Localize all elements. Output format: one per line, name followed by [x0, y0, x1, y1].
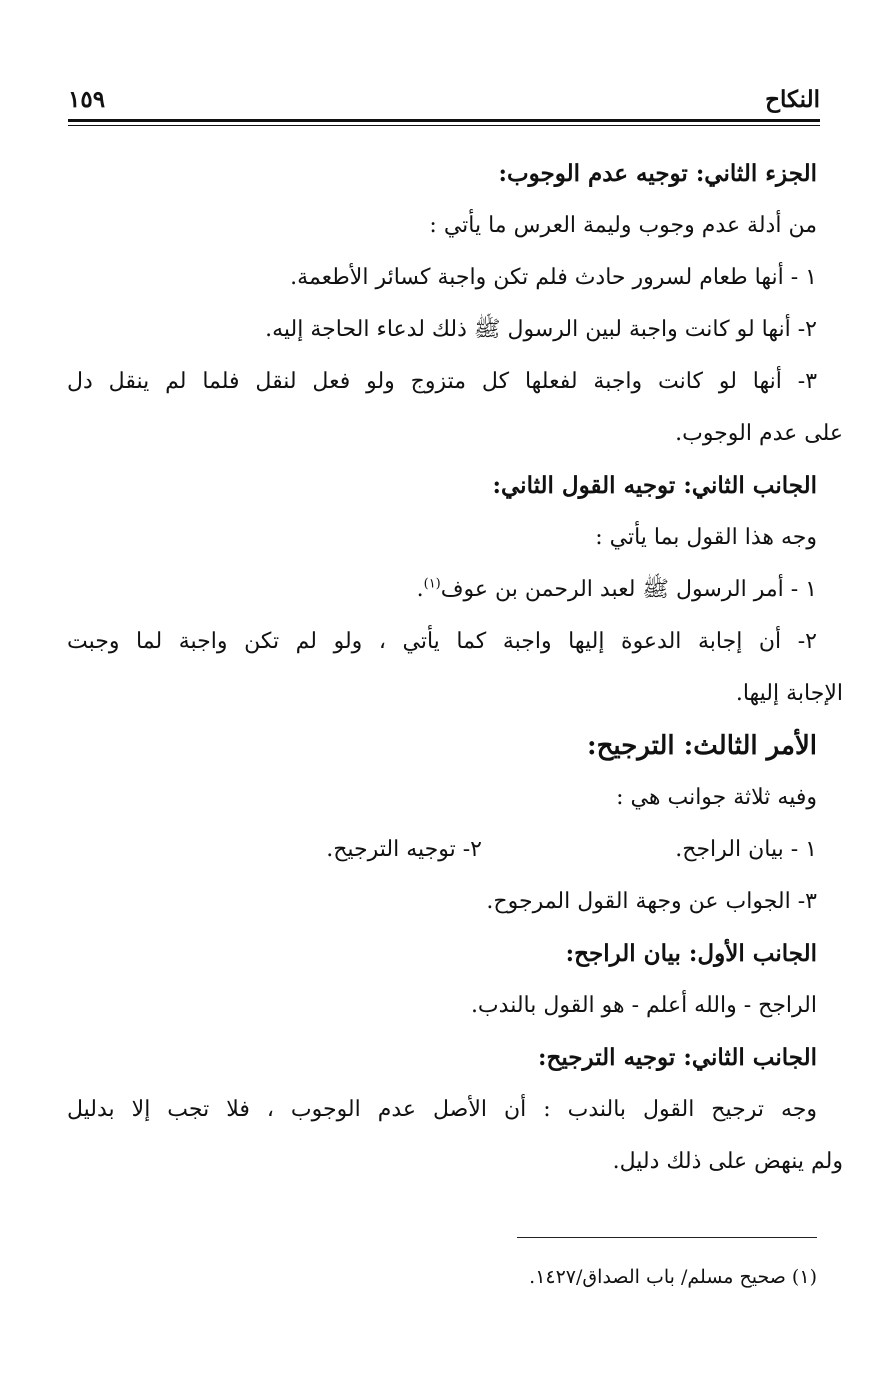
list-item: ٢- أنها لو كانت واجبة لبين الرسول ﷺ ذلك لدعاء الحاجة إليه.	[265, 317, 817, 342]
paragraph-line: وجه ترجيح القول بالندب : أن الأصل عدم الوجوب ، فلا تجب إلا بدليل	[67, 1097, 817, 1122]
paragraph-line: الإجابة إليها.	[735, 681, 843, 706]
list-item: ٢- توجيه الترجيح.	[326, 837, 482, 862]
section-heading: الجانب الثاني: توجيه القول الثاني:	[492, 472, 817, 499]
page-number: ١٥٩	[68, 86, 106, 113]
section-heading: الجانب الثاني: توجيه الترجيح:	[538, 1044, 817, 1071]
body-text	[67, 148, 843, 1188]
list-item-end: .	[416, 577, 424, 602]
section-heading: الجزء الثاني: توجيه عدم الوجوب:	[498, 160, 817, 187]
paragraph-line: وجه هذا القول بما يأتي :	[595, 525, 817, 550]
list-item: ٢- أن إجابة الدعوة إليها واجبة كما يأتي ، ولو لم تكن واجبة لما وجبت	[67, 629, 817, 654]
list-item: ١ - أنها طعام لسرور حادث فلم تكن واجبة كسائر الأطعمة.	[290, 265, 817, 290]
footnote: (١) صحيح مسلم/ باب الصداق/١٤٢٧.	[529, 1266, 817, 1288]
running-title: النكاح	[765, 86, 820, 113]
paragraph-line: الراجح - والله أعلم - هو القول بالندب.	[470, 993, 817, 1018]
header-rule-thick	[68, 119, 820, 122]
list-item: ٣- أنها لو كانت واجبة لفعلها كل متزوج ولو فعل لنقل فلما لم ينقل دل	[67, 369, 817, 394]
list-row	[67, 824, 817, 876]
paragraph-line: وفيه ثلاثة جوانب هي :	[616, 785, 817, 810]
page-header	[68, 84, 820, 120]
paragraph-line: على عدم الوجوب.	[675, 421, 843, 446]
list-item: ١ - بيان الراجح.	[675, 837, 817, 862]
list-item: ٣- الجواب عن وجهة القول المرجوح.	[486, 889, 817, 914]
footnote-reference: (١)	[423, 576, 441, 592]
header-rule-thin	[68, 125, 820, 126]
section-heading-major: الأمر الثالث: الترجيح:	[586, 731, 817, 761]
list-item-text: ١ - أمر الرسول ﷺ لعبد الرحمن بن عوف	[440, 577, 817, 602]
paragraph-line: من أدلة عدم وجوب وليمة العرس ما يأتي :	[429, 213, 817, 238]
footnote-separator	[517, 1237, 817, 1238]
list-item	[67, 564, 817, 616]
paragraph-line: ولم ينهض على ذلك دليل.	[612, 1149, 843, 1174]
section-heading: الجانب الأول: بيان الراجح:	[565, 940, 817, 967]
